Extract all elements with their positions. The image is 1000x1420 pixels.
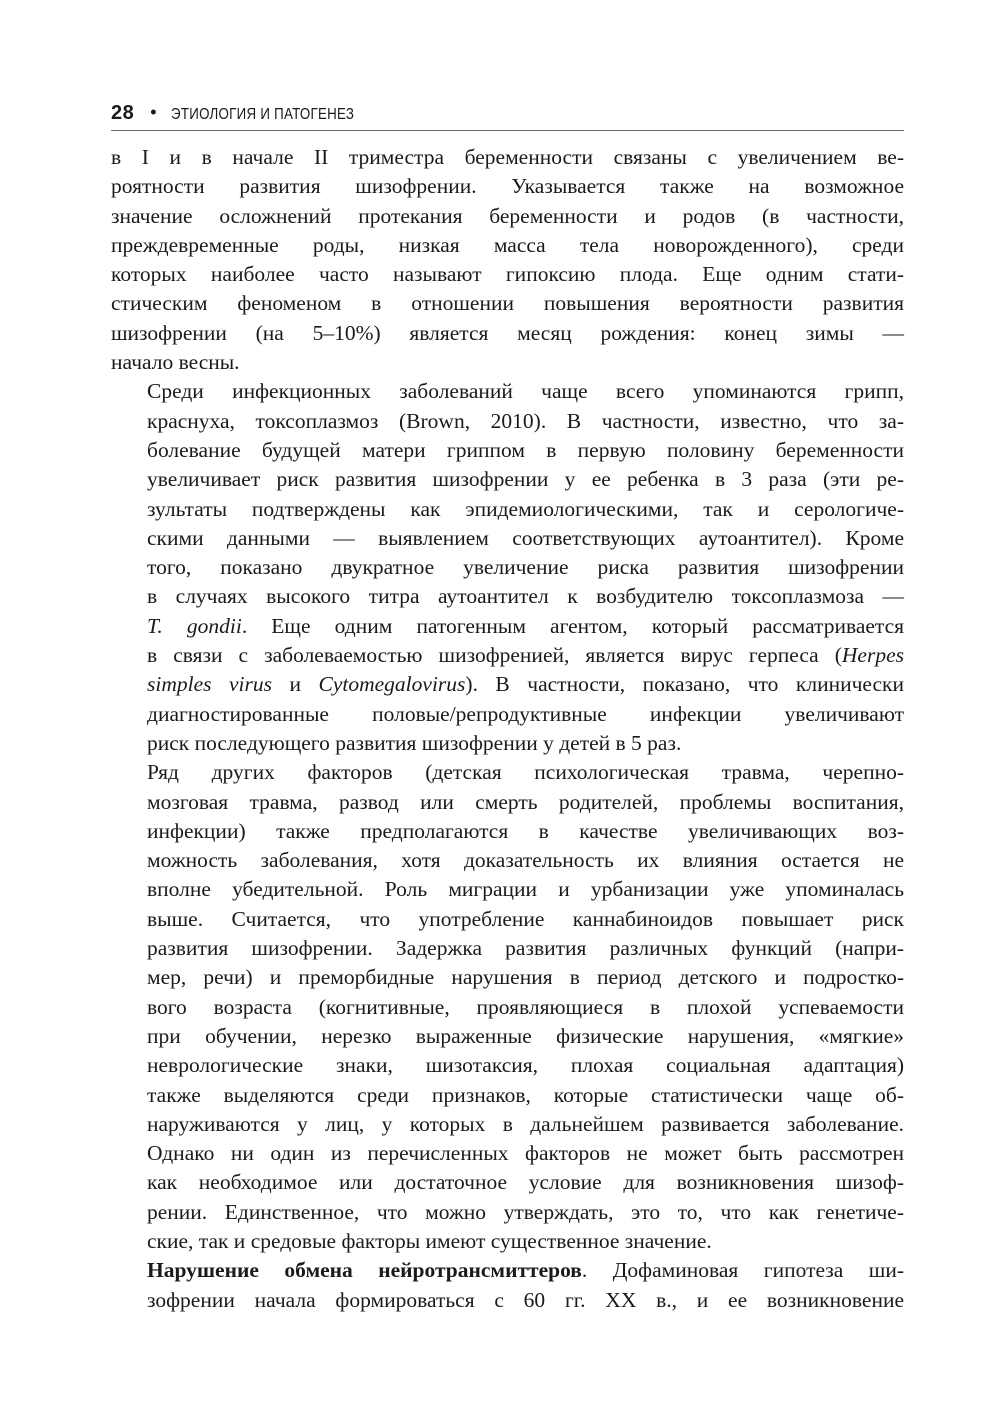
text-line	[111, 641, 904, 670]
text-line: роятности развития шизофрении. Указывается также на возможное	[111, 174, 904, 199]
text-line: Ряд других факторов (детская психологическая травма, черепно-	[147, 760, 904, 785]
body-text	[111, 143, 904, 1315]
text-line: того, показано двукратное увеличение риска развития шизофрении	[147, 555, 904, 580]
text-line: неврологические знаки, шизотаксия, плохая социальная адаптация)	[147, 1053, 904, 1078]
paragraph-neurotransmitters	[111, 1256, 904, 1315]
text-run: в связи с заболеваемостью шизофренией, является вирус герпеса (	[147, 643, 842, 668]
text-line: болевание будущей матери гриппом в первую половину беременности	[147, 437, 904, 462]
text-line: краснуха, токсоплазмоз (Brown, 2010). В частности, известно, что за-	[147, 408, 904, 433]
text-line: Среди инфекционных заболеваний чаще всего упоминаются грипп,	[147, 379, 904, 404]
text-run: . Еще одним патогенным агентом, который рассматривается	[241, 613, 905, 638]
text-line: начало весны.	[111, 350, 240, 375]
text-run: ). В частности, показано, что клинически	[465, 672, 904, 697]
text-line: выше. Считается, что употребление каннабиноидов повышает риск	[147, 906, 904, 931]
bullet-separator: •	[150, 102, 157, 122]
text-run: и	[272, 672, 319, 697]
text-line: наруживаются у лиц, у которых в дальнейшем развивается заболевание.	[147, 1111, 904, 1136]
text-line: шизофрении (на 5–10%) является месяц рождения: конец зимы —	[111, 320, 904, 345]
text-line: инфекции) также предполагаются в качестве увеличивающих воз-	[147, 818, 904, 843]
text-line: мозговая травма, развод или смерть родителей, проблемы воспитания,	[147, 789, 904, 814]
virus-name: simples virus	[147, 672, 272, 697]
species-name: T. gondii	[147, 613, 242, 638]
text-line: преждевременные роды, низкая масса тела новорожденного), среди	[111, 232, 904, 257]
text-run: . Дофаминовая гипотеза ши-	[581, 1258, 904, 1283]
text-line: которых наиболее часто называют гипоксию плода. Еще одним стати-	[111, 262, 904, 287]
running-header	[111, 102, 904, 131]
text-line: в случаях высокого титра аутоантител к возбудителю токсоплазмоза —	[147, 584, 904, 609]
text-line: как необходимое или достаточное условие для возникновения шизоф-	[147, 1170, 904, 1195]
text-line: Однако ни один из перечисленных факторов не может быть рассмотрен	[147, 1141, 904, 1166]
text-line: также выделяются среди признаков, которые статистически чаще об-	[147, 1082, 904, 1107]
text-line	[111, 612, 904, 641]
text-line: в I и в начале II триместра беременности связаны с увеличением ве-	[111, 145, 904, 169]
text-line: увеличивает риск развития шизофрении у ее ребенка в 3 раза (эти ре-	[147, 467, 904, 492]
text-line: ские, так и средовые факторы имеют существенное значение.	[147, 1228, 712, 1253]
text-line: зофрении начала формироваться с 60 гг. XX в., и ее возникновение	[147, 1287, 904, 1312]
text-line: вого возраста (когнитивные, проявляющиеся в плохой успеваемости	[147, 994, 904, 1019]
paragraph-other-factors	[111, 758, 904, 1256]
text-line: развития шизофрении. Задержка развития различных функций (напри-	[147, 936, 904, 961]
running-title: ЭТИОЛОГИЯ И ПАТОГЕНЕЗ	[170, 106, 354, 123]
text-line: мер, речи) и преморбидные нарушения в период детского и подростко-	[147, 965, 904, 990]
text-line	[111, 670, 904, 699]
virus-name: Cytomegalovirus	[318, 672, 466, 697]
paragraph-continuation	[111, 143, 904, 377]
text-line: диагностированные половые/репродуктивные инфекции увеличивают	[147, 701, 904, 726]
book-page	[111, 102, 904, 1315]
paragraph-infections	[111, 377, 904, 758]
text-line: рении. Единственное, что можно утверждать, это то, что как генетиче-	[147, 1199, 904, 1224]
text-line: при обучении, нерезко выраженные физические нарушения, «мягкие»	[147, 1023, 904, 1048]
text-line: риск последующего развития шизофрении у детей в 5 раз.	[147, 730, 682, 755]
section-lead-in: Нарушение обмена нейротрансмиттеров	[147, 1258, 582, 1283]
text-line: значение осложнений протекания беременности и родов (в частности,	[111, 203, 904, 228]
text-line: скими данными — выявлением соответствующих аутоантител). Кроме	[147, 525, 904, 550]
text-line	[111, 1256, 904, 1285]
virus-name: Herpes	[841, 643, 904, 668]
text-line: вполне убедительной. Роль миграции и урбанизации уже упоминалась	[147, 877, 904, 902]
text-line: зультаты подтверждены как эпидемиологическими, так и серологиче-	[147, 496, 904, 521]
text-line: стическим феноменом в отношении повышения вероятности развития	[111, 291, 904, 316]
page-number: 28	[111, 102, 135, 124]
text-line: можность заболевания, хотя доказательность их влияния остается не	[147, 848, 904, 873]
